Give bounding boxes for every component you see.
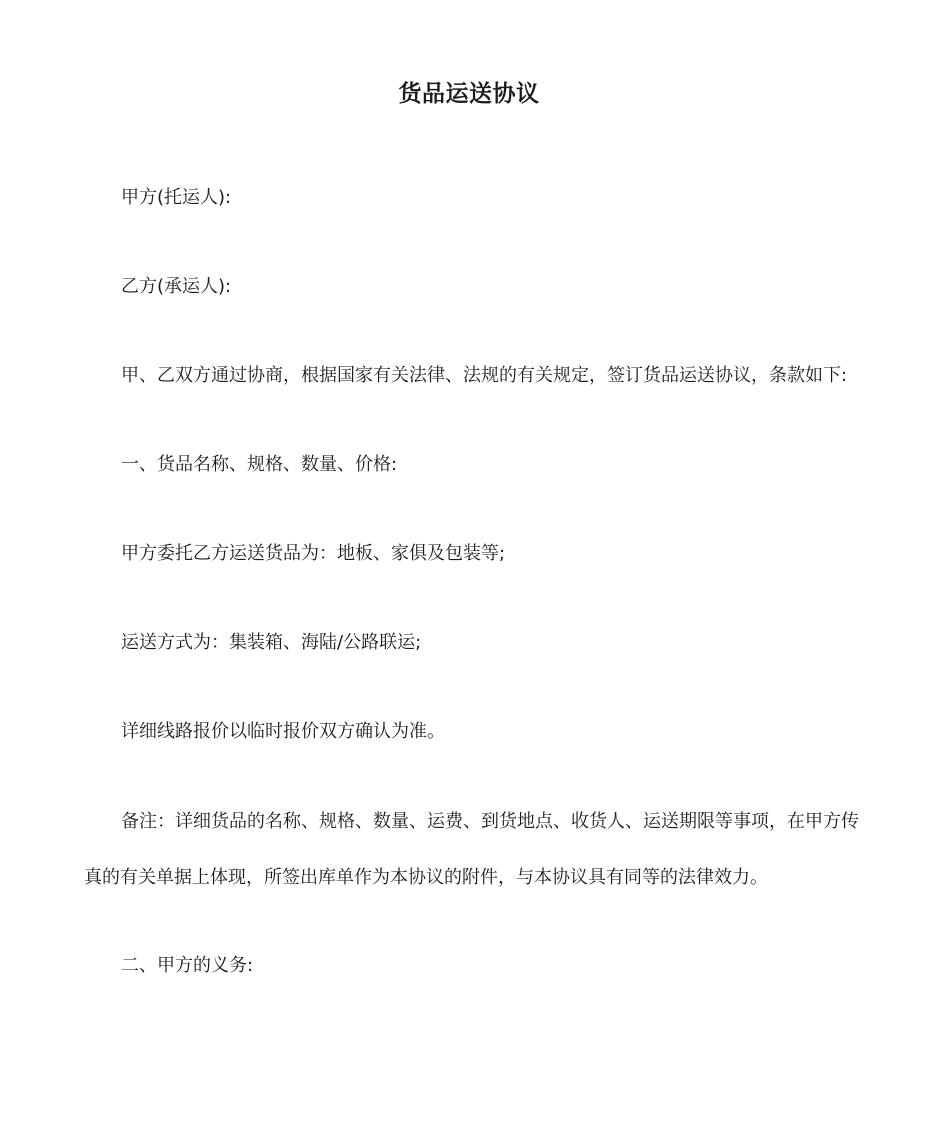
- remarks-paragraph: 备注：详细货品的名称、规格、数量、运费、到货地点、收货人、运送期限等事项，在甲方传真的有关单据上体现，所签出库单作为本协议的附件，与本协议具有同等的法律效力。: [84, 811, 859, 888]
- quote-paragraph: 详细线路报价以临时报价双方确认为准。: [121, 721, 445, 742]
- section-one-heading: 一、货品名称、规格、数量、价格:: [121, 454, 398, 475]
- section-two-heading: 二、甲方的义务:: [121, 955, 254, 976]
- document-title: 货品运送协议: [398, 81, 540, 107]
- party-a-line: 甲方(托运人):: [121, 187, 232, 208]
- goods-description-paragraph: 甲方委托乙方运送货品为：地板、家俱及包装等;: [121, 543, 506, 564]
- party-b-line: 乙方(承运人):: [121, 276, 232, 297]
- preamble-paragraph: 甲、乙双方通过协商，根据国家有关法律、法规的有关规定，签订货品运送协议，条款如下:: [121, 365, 848, 386]
- shipping-method-paragraph: 运送方式为：集装箱、海陆/公路联运;: [121, 632, 422, 653]
